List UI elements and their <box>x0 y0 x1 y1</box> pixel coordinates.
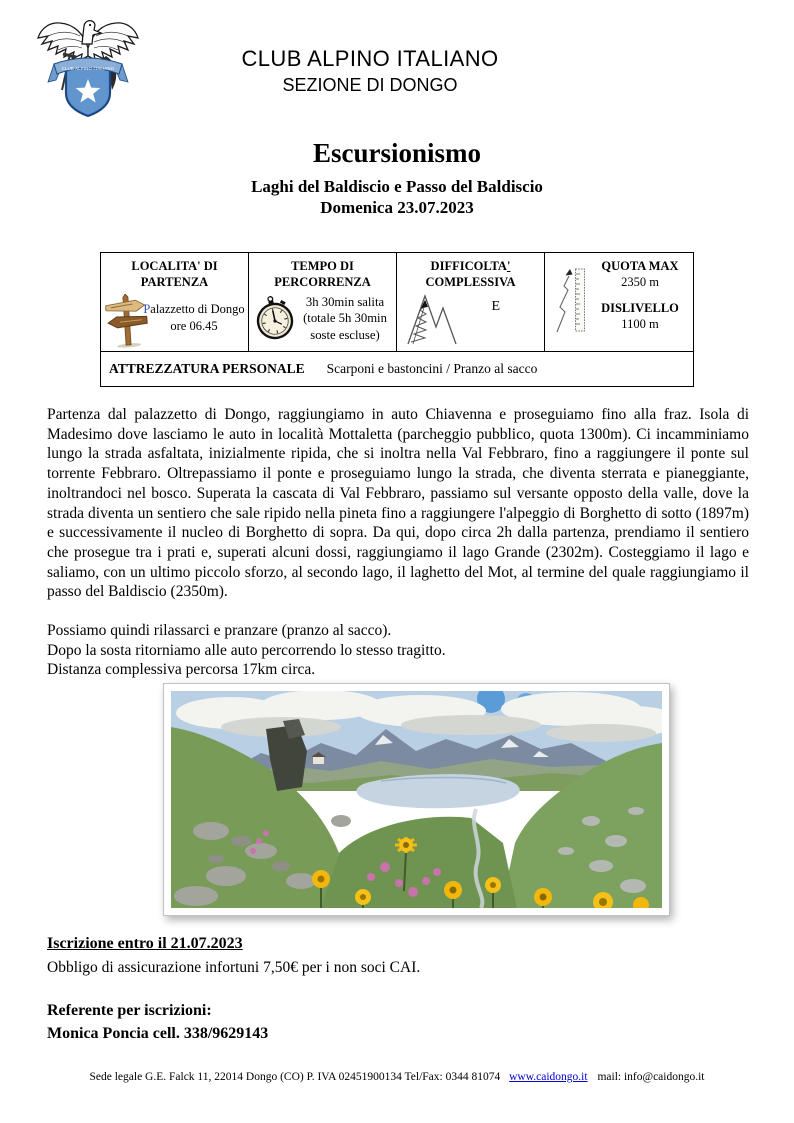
website-link[interactable]: www.caidongo.it <box>509 1071 588 1083</box>
footer-mail: mail: info@caidongo.it <box>597 1071 705 1083</box>
dislivello-label: DISLIVELLO <box>601 300 679 315</box>
event-date: Domenica 23.07.2023 <box>320 198 474 217</box>
altimeter-ruler-icon <box>554 266 588 338</box>
contact-label: Referente per iscrizioni: <box>47 1002 212 1019</box>
departure-initial: P <box>143 302 151 317</box>
elevation-cell <box>545 253 693 351</box>
elevation-values <box>591 258 689 332</box>
footer <box>0 1071 794 1083</box>
club-name: CLUB ALPINO ITALIANO <box>241 46 499 71</box>
info-table-main-row <box>101 253 693 351</box>
footer-address: Sede legale G.E. Falck 11, 22014 Dongo (CO) P. IVA 02451900134 Tel/Fax: 0344 81074 <box>89 1071 501 1083</box>
alpine-lake-photo-illustration <box>171 691 662 908</box>
route-description: Partenza dal palazzetto di Dongo, raggiungiamo in auto Chiavenna e proseguiamo fino alla fraz. Isola di Madesimo dove lasciamo le auto in località Mottaletta (parcheggio pubblico, quota 1300m). Ci incamminiamo lungo la strada asfaltata, inizialmente ripida, che si inoltra nella Val Febbraro, fino a raggiungere il ponte sul torrente Febbraro. Oltrepassiamo il ponte e proseguiamo lungo la strada, che diventa sterrata e pianeggiante, inoltrandoci nel bosco. Superata la cascata di Val Febbraro, passiamo sul versante opposto della valle, dove la strada diventa un sentiero che sale ripido nella pineta fino a raggiungere l'alpeggio di Borghetto di sotto (1897m) e successivamente il nucleo di Borghetto di sopra. Da qui, dopo circa 2h dalla partenza, prendiamo il sentiero che prosegue tra i prati e, superati alcuni dossi, raggiungiamo il lago Grande (2302m). Costeggiamo il lago e saliamo, con un ultimo piccolo sforzo, al secondo lago, il laghetto del Mot, al termine del quale raggiungiamo il passo del Baldiscio (2350m). <box>47 406 749 601</box>
return-line: Dopo la sosta ritorniamo alle auto percorrendo lo stesso tragitto. <box>47 642 446 659</box>
departure-cell <box>101 253 249 351</box>
difficulty-grade: E <box>491 299 500 314</box>
logo-banner-text: CLUB ALPINO ITALIANO <box>61 66 115 71</box>
header-titles <box>0 46 740 96</box>
event-name: Laghi del Baldiscio e Passo del Baldiscio <box>251 177 543 196</box>
duration-cell <box>249 253 397 351</box>
quota-max-value: 2350 m <box>621 275 659 290</box>
excursion-info-table <box>100 252 694 387</box>
stopwatch-icon <box>254 294 296 342</box>
departure-value: Palazzetto di Dongo ore 06.45 <box>143 302 245 334</box>
insurance-note: Obbligo di assicurazione infortuni 7,50€ per i non soci CAI. <box>47 959 421 976</box>
duration-value: 3h 30min salita (totale 5h 30min soste escluse) <box>303 294 387 342</box>
trail-photo <box>163 683 670 916</box>
departure-header: LOCALITA' DI PARTENZA <box>131 259 218 290</box>
section-name: SEZIONE DI DONGO <box>282 75 458 95</box>
registration-deadline: Iscrizione entro il 21.07.2023 <box>47 935 243 952</box>
difficulty-header: DIFFICOLTA' COMPLESSIVA <box>425 259 516 290</box>
difficulty-cell <box>397 253 545 351</box>
equipment-label: ATTREZZATURA PERSONALE <box>109 361 305 376</box>
equipment-value: Scarponi e bastoncini / Pranzo al sacco <box>326 361 538 376</box>
quota-max-label: QUOTA MAX <box>601 259 679 273</box>
duration-header: TEMPO DI PERCORRENZA <box>274 259 371 290</box>
distance-line: Distanza complessiva percorsa 17km circa. <box>47 661 316 678</box>
contact-phone: Monica Poncia cell. 338/9629143 <box>47 1025 269 1042</box>
activity-title: Escursionismo <box>312 138 482 168</box>
dislivello-value: 1100 m <box>621 316 659 331</box>
equipment-row <box>101 351 693 386</box>
relax-line: Possiamo quindi rilassarci e pranzare (pranzo al sacco). <box>47 622 392 639</box>
mountain-trail-icon <box>405 287 459 347</box>
